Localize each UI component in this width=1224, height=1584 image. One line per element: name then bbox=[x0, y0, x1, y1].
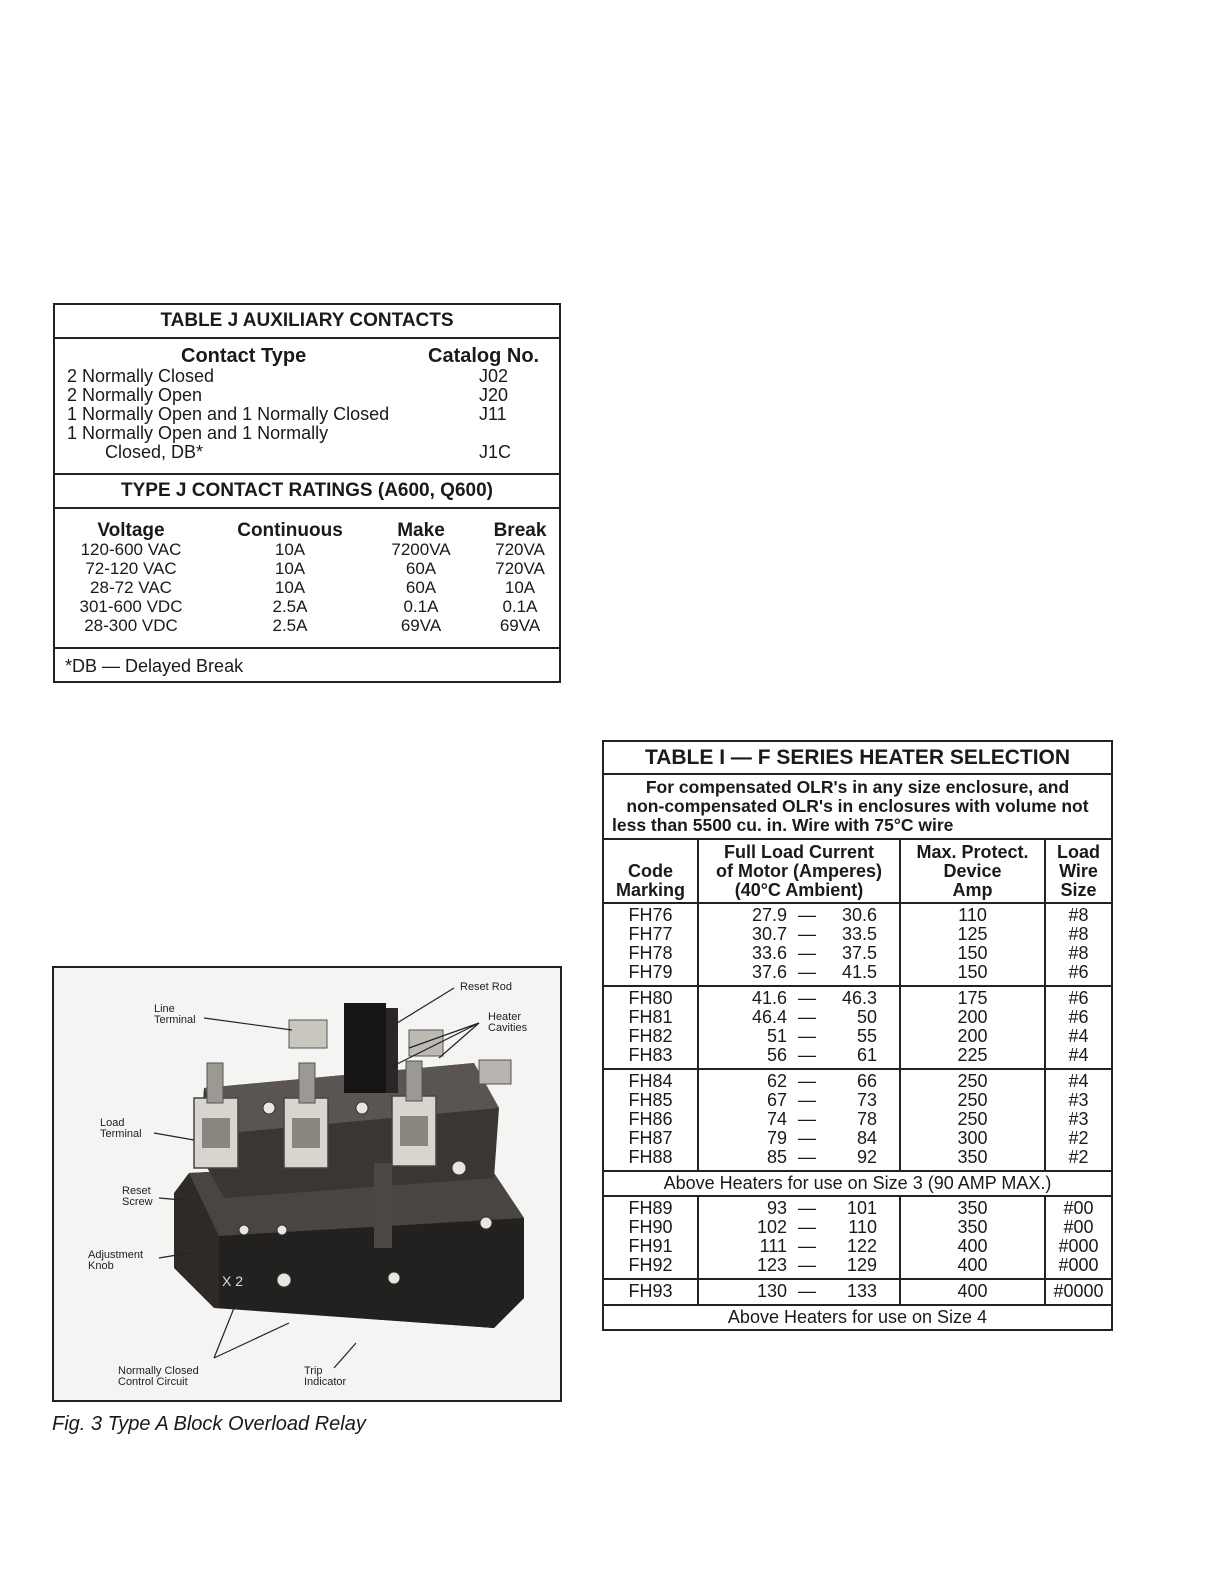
current-high: 92 bbox=[856, 1147, 877, 1167]
current-range bbox=[699, 944, 899, 963]
heater-group bbox=[604, 1280, 1111, 1306]
callout-load-terminal bbox=[100, 1118, 142, 1140]
range-dash: — bbox=[798, 962, 816, 982]
header-line: Device bbox=[943, 861, 1002, 881]
header-code-marking bbox=[604, 840, 699, 902]
protect-amp: 400 bbox=[957, 1281, 988, 1301]
heater-code: FH87 bbox=[628, 1128, 673, 1148]
current-high: 122 bbox=[846, 1236, 877, 1256]
heater-code: FH81 bbox=[628, 1007, 673, 1027]
current-range bbox=[699, 1129, 899, 1148]
rating-cell: 0.1A bbox=[403, 597, 439, 616]
heater-code: FH93 bbox=[628, 1281, 673, 1301]
current-high: 55 bbox=[856, 1026, 877, 1046]
full-load-current-cell bbox=[699, 904, 901, 985]
heater-group bbox=[604, 904, 1111, 987]
protect-amp: 250 bbox=[957, 1090, 988, 1110]
contact-type: 2 Normally Closed bbox=[67, 366, 215, 386]
current-high: 133 bbox=[846, 1281, 877, 1301]
code-marking-cell bbox=[604, 1197, 699, 1278]
callout-line: Reset bbox=[122, 1185, 151, 1197]
current-range bbox=[699, 1027, 899, 1046]
wire-size: #4 bbox=[1068, 1071, 1089, 1091]
wire-size: #2 bbox=[1068, 1128, 1089, 1148]
table-i-title: TABLE I — F SERIES HEATER SELECTION bbox=[604, 742, 1111, 775]
callout-line: Adjustment bbox=[88, 1249, 144, 1261]
heater-code: FH86 bbox=[628, 1109, 673, 1129]
max-protect-cell bbox=[901, 1070, 1046, 1170]
callout-reset-rod: Reset Rod bbox=[460, 981, 512, 993]
current-low: 79 bbox=[766, 1128, 787, 1148]
current-low: 102 bbox=[756, 1217, 787, 1237]
range-dash: — bbox=[798, 924, 816, 944]
header-line: Load bbox=[1057, 842, 1100, 862]
heater-code: FH84 bbox=[628, 1071, 673, 1091]
current-range bbox=[699, 963, 899, 982]
rating-cell: 720VA bbox=[495, 559, 545, 578]
protect-amp: 150 bbox=[957, 943, 988, 963]
current-low: 67 bbox=[766, 1090, 787, 1110]
heater-code: FH90 bbox=[628, 1217, 673, 1237]
header-line: Amp bbox=[952, 880, 993, 900]
device-marking: X 2 bbox=[222, 1273, 244, 1289]
wire-size: #8 bbox=[1068, 924, 1089, 944]
heater-rows bbox=[604, 904, 1111, 1329]
rating-cell: 60A bbox=[405, 578, 437, 597]
catalog-no: J1C bbox=[479, 442, 512, 462]
current-low: 56 bbox=[766, 1045, 787, 1065]
protect-amp: 350 bbox=[957, 1198, 988, 1218]
callout-line: Terminal bbox=[100, 1128, 142, 1140]
range-dash: — bbox=[798, 1198, 816, 1218]
figure-caption: Fig. 3 Type A Block Overload Relay bbox=[52, 1413, 366, 1435]
current-high: 41.5 bbox=[841, 962, 877, 982]
range-dash: — bbox=[798, 1071, 816, 1091]
callout-line: Knob bbox=[88, 1260, 114, 1272]
callout-normally-closed-control-circuit bbox=[118, 1366, 199, 1388]
rating-cell: 10A bbox=[274, 578, 306, 597]
current-range bbox=[699, 1256, 899, 1275]
ratings-title: TYPE J CONTACT RATINGS (A600, Q600) bbox=[55, 475, 559, 509]
range-dash: — bbox=[798, 1026, 816, 1046]
protect-amp: 150 bbox=[957, 962, 988, 982]
table-j-title: TABLE J AUXILIARY CONTACTS bbox=[55, 305, 559, 339]
callout-line: Line bbox=[154, 1003, 175, 1015]
callout-line: Normally Closed bbox=[118, 1365, 199, 1377]
rating-cell: 72-120 VAC bbox=[85, 559, 177, 578]
callout-line: Cavities bbox=[488, 1022, 528, 1034]
header-line: (40°C Ambient) bbox=[734, 880, 864, 900]
callout-line: Load bbox=[100, 1117, 125, 1129]
header-line: of Motor (Amperes) bbox=[716, 861, 882, 881]
current-low: 33.6 bbox=[751, 943, 787, 963]
range-dash: — bbox=[798, 1109, 816, 1129]
callout-line-terminal bbox=[154, 1004, 196, 1026]
current-low: 62 bbox=[766, 1071, 787, 1091]
callout-line: Trip bbox=[304, 1365, 323, 1377]
header-line: Marking bbox=[615, 880, 685, 900]
make-header: Make bbox=[397, 520, 445, 541]
rating-cell: 720VA bbox=[495, 540, 545, 559]
note-size-4: Above Heaters for use on Size 4 bbox=[727, 1307, 988, 1327]
range-dash: — bbox=[798, 1007, 816, 1027]
relay-photo-illustration bbox=[54, 968, 560, 1400]
heater-code: FH76 bbox=[628, 905, 673, 925]
wire-size: #6 bbox=[1068, 1007, 1089, 1027]
range-dash: — bbox=[798, 1255, 816, 1275]
current-low: 51 bbox=[766, 1026, 787, 1046]
heater-code: FH82 bbox=[628, 1026, 673, 1046]
load-wire-size-cell bbox=[1046, 987, 1111, 1068]
range-dash: — bbox=[798, 988, 816, 1008]
current-high: 78 bbox=[856, 1109, 877, 1129]
wire-size: #8 bbox=[1068, 943, 1089, 963]
wire-size: #000 bbox=[1058, 1255, 1099, 1275]
rating-cell: 2.5A bbox=[272, 597, 308, 616]
rating-cell: 10A bbox=[274, 559, 306, 578]
contact-ratings bbox=[55, 509, 559, 649]
rating-cell: 28-72 VAC bbox=[90, 578, 172, 597]
full-load-current-cell bbox=[699, 1070, 901, 1170]
current-high: 50 bbox=[856, 1007, 877, 1027]
wire-size: #000 bbox=[1058, 1236, 1099, 1256]
protect-amp: 400 bbox=[957, 1255, 988, 1275]
subtitle-line: non-compensated OLR's in enclosures with volume not bbox=[626, 796, 1089, 816]
continuous-column bbox=[235, 521, 345, 635]
callout-line: Control Circuit bbox=[118, 1376, 188, 1388]
header-catalog-no: Catalog No. bbox=[428, 345, 540, 367]
current-high: 66 bbox=[856, 1071, 877, 1091]
current-range bbox=[699, 1110, 899, 1129]
wire-size: #0000 bbox=[1053, 1281, 1104, 1301]
current-low: 111 bbox=[759, 1236, 787, 1256]
heater-code: FH92 bbox=[628, 1255, 673, 1275]
current-range bbox=[699, 1199, 899, 1218]
current-range bbox=[699, 906, 899, 925]
max-protect-cell bbox=[901, 1197, 1046, 1278]
wire-size: #3 bbox=[1068, 1090, 1089, 1110]
protect-amp: 400 bbox=[957, 1236, 988, 1256]
protect-amp: 175 bbox=[957, 988, 988, 1008]
code-marking-cell bbox=[604, 987, 699, 1068]
code-marking-cell bbox=[604, 904, 699, 985]
current-range bbox=[699, 1148, 899, 1167]
callout-trip-indicator bbox=[304, 1366, 346, 1388]
callout-line: Indicator bbox=[304, 1376, 347, 1388]
current-low: 41.6 bbox=[751, 988, 787, 1008]
current-high: 37.5 bbox=[841, 943, 877, 963]
make-column bbox=[381, 521, 461, 635]
rating-cell: 10A bbox=[274, 540, 306, 559]
heater-code: FH89 bbox=[628, 1198, 673, 1218]
current-high: 61 bbox=[856, 1045, 877, 1065]
note-size-3: Above Heaters for use on Size 3 (90 AMP MAX.) bbox=[604, 1172, 1111, 1197]
callout-heater-cavities bbox=[488, 1012, 527, 1034]
callout-reset-screw bbox=[122, 1186, 153, 1208]
protect-amp: 300 bbox=[957, 1128, 988, 1148]
catalog-no: J02 bbox=[479, 366, 509, 386]
heater-code: FH83 bbox=[628, 1045, 673, 1065]
current-low: 130 bbox=[756, 1281, 787, 1301]
current-range bbox=[699, 1218, 899, 1237]
current-high: 129 bbox=[846, 1255, 877, 1275]
current-low: 123 bbox=[756, 1255, 787, 1275]
wire-size: #8 bbox=[1068, 905, 1089, 925]
current-range bbox=[699, 1008, 899, 1027]
load-wire-size-cell bbox=[1046, 904, 1111, 985]
callout-line: Heater bbox=[488, 1011, 522, 1023]
auxiliary-contacts-list bbox=[55, 339, 559, 475]
load-wire-size-cell bbox=[1046, 1197, 1111, 1278]
current-low: 93 bbox=[766, 1198, 787, 1218]
range-dash: — bbox=[798, 1236, 816, 1256]
table-i-heater-selection bbox=[602, 740, 1113, 1331]
current-range bbox=[699, 925, 899, 944]
rating-cell: 69VA bbox=[400, 616, 442, 635]
heater-code: FH80 bbox=[628, 988, 673, 1008]
range-dash: — bbox=[798, 1147, 816, 1167]
contact-type-continued: Closed, DB* bbox=[105, 442, 204, 462]
rating-cell: 301-600 VDC bbox=[79, 597, 183, 616]
header-full-load-current bbox=[699, 840, 901, 902]
rating-cell: 0.1A bbox=[502, 597, 538, 616]
heater-code: FH77 bbox=[628, 924, 673, 944]
wire-size: #4 bbox=[1068, 1026, 1089, 1046]
break-column bbox=[485, 521, 555, 635]
current-range bbox=[699, 1282, 899, 1301]
current-high: 30.6 bbox=[841, 905, 877, 925]
current-high: 101 bbox=[846, 1198, 877, 1218]
protect-amp: 125 bbox=[957, 924, 988, 944]
header-line: Wire bbox=[1059, 861, 1098, 881]
protect-amp: 250 bbox=[957, 1109, 988, 1129]
wire-size: #6 bbox=[1068, 988, 1089, 1008]
wire-size: #00 bbox=[1063, 1198, 1094, 1218]
figure-overload-relay bbox=[52, 966, 562, 1402]
wire-size: #00 bbox=[1063, 1217, 1094, 1237]
heater-code: FH85 bbox=[628, 1090, 673, 1110]
header-line: Max. Protect. bbox=[916, 842, 1029, 862]
current-high: 110 bbox=[848, 1217, 877, 1237]
rating-cell: 2.5A bbox=[272, 616, 308, 635]
max-protect-cell bbox=[901, 1280, 1046, 1304]
header-max-protect bbox=[901, 840, 1046, 902]
max-protect-cell bbox=[901, 987, 1046, 1068]
break-header: Break bbox=[493, 520, 547, 541]
subtitle-line: less than 5500 cu. in. Wire with 75°C wire bbox=[612, 815, 954, 835]
protect-amp: 225 bbox=[957, 1045, 988, 1065]
table-i-subtitle bbox=[604, 775, 1111, 840]
rating-cell: 10A bbox=[504, 578, 536, 597]
range-dash: — bbox=[798, 1128, 816, 1148]
rating-cell: 120-600 VAC bbox=[80, 540, 182, 559]
range-dash: — bbox=[798, 943, 816, 963]
wire-size: #4 bbox=[1068, 1045, 1089, 1065]
protect-amp: 110 bbox=[958, 905, 987, 925]
callout-adjustment-knob bbox=[88, 1250, 143, 1272]
current-range bbox=[699, 989, 899, 1008]
protect-amp: 250 bbox=[957, 1071, 988, 1091]
current-range bbox=[699, 1046, 899, 1065]
header-line: Full Load Current bbox=[724, 842, 874, 862]
range-dash: — bbox=[798, 1217, 816, 1237]
table-i-header-row bbox=[604, 840, 1111, 904]
rating-cell: 7200VA bbox=[391, 540, 451, 559]
heater-code: FH79 bbox=[628, 962, 673, 982]
current-low: 27.9 bbox=[751, 905, 787, 925]
current-high: 73 bbox=[856, 1090, 877, 1110]
callout-line: Terminal bbox=[154, 1014, 196, 1026]
full-load-current-cell bbox=[699, 987, 901, 1068]
header-line: Size bbox=[1060, 880, 1097, 900]
current-range bbox=[699, 1091, 899, 1110]
wire-size: #3 bbox=[1068, 1109, 1089, 1129]
rating-cell: 69VA bbox=[499, 616, 541, 635]
heater-code: FH78 bbox=[628, 943, 673, 963]
current-low: 46.4 bbox=[751, 1007, 787, 1027]
current-range bbox=[699, 1237, 899, 1256]
heater-group bbox=[604, 987, 1111, 1070]
callout-line: Screw bbox=[122, 1196, 153, 1208]
code-marking-cell bbox=[604, 1070, 699, 1170]
wire-size: #2 bbox=[1068, 1147, 1089, 1167]
table-j-footnote: *DB — Delayed Break bbox=[65, 656, 244, 676]
contact-type: 1 Normally Open and 1 Normally bbox=[67, 423, 329, 443]
voltage-header: Voltage bbox=[97, 520, 165, 541]
header-contact-type: Contact Type bbox=[181, 345, 307, 367]
continuous-header: Continuous bbox=[237, 520, 343, 541]
current-high: 46.3 bbox=[841, 988, 877, 1008]
load-wire-size-cell bbox=[1046, 1070, 1111, 1170]
wire-size: #6 bbox=[1068, 962, 1089, 982]
protect-amp: 200 bbox=[957, 1026, 988, 1046]
heater-group bbox=[604, 1197, 1111, 1280]
current-low: 85 bbox=[766, 1147, 787, 1167]
protect-amp: 350 bbox=[957, 1217, 988, 1237]
load-wire-size-cell bbox=[1046, 1280, 1111, 1304]
current-low: 37.6 bbox=[751, 962, 787, 982]
header-load-wire-size bbox=[1046, 840, 1111, 902]
heater-code: FH91 bbox=[628, 1236, 673, 1256]
heater-code: FH88 bbox=[628, 1147, 673, 1167]
voltage-column bbox=[69, 521, 193, 635]
protect-amp: 200 bbox=[957, 1007, 988, 1027]
full-load-current-cell bbox=[699, 1280, 901, 1304]
max-protect-cell bbox=[901, 904, 1046, 985]
current-high: 84 bbox=[856, 1128, 877, 1148]
contact-type: 1 Normally Open and 1 Normally Closed bbox=[67, 404, 390, 424]
current-high: 33.5 bbox=[841, 924, 877, 944]
protect-amp: 350 bbox=[957, 1147, 988, 1167]
rating-cell: 28-300 VDC bbox=[84, 616, 178, 635]
full-load-current-cell bbox=[699, 1197, 901, 1278]
heater-group bbox=[604, 1070, 1111, 1172]
range-dash: — bbox=[798, 1090, 816, 1110]
catalog-no: J11 bbox=[479, 404, 507, 424]
catalog-no: J20 bbox=[479, 385, 509, 405]
current-range bbox=[699, 1072, 899, 1091]
subtitle-line: For compensated OLR's in any size enclosure, and bbox=[645, 777, 1070, 797]
rating-cell: 60A bbox=[405, 559, 437, 578]
current-low: 30.7 bbox=[751, 924, 787, 944]
current-low: 74 bbox=[766, 1109, 787, 1129]
header-line: Code bbox=[628, 861, 673, 881]
table-j-auxiliary-contacts bbox=[53, 303, 561, 683]
range-dash: — bbox=[798, 905, 816, 925]
range-dash: — bbox=[798, 1281, 816, 1301]
code-marking-cell bbox=[604, 1280, 699, 1304]
contact-type: 2 Normally Open bbox=[67, 385, 203, 405]
range-dash: — bbox=[798, 1045, 816, 1065]
